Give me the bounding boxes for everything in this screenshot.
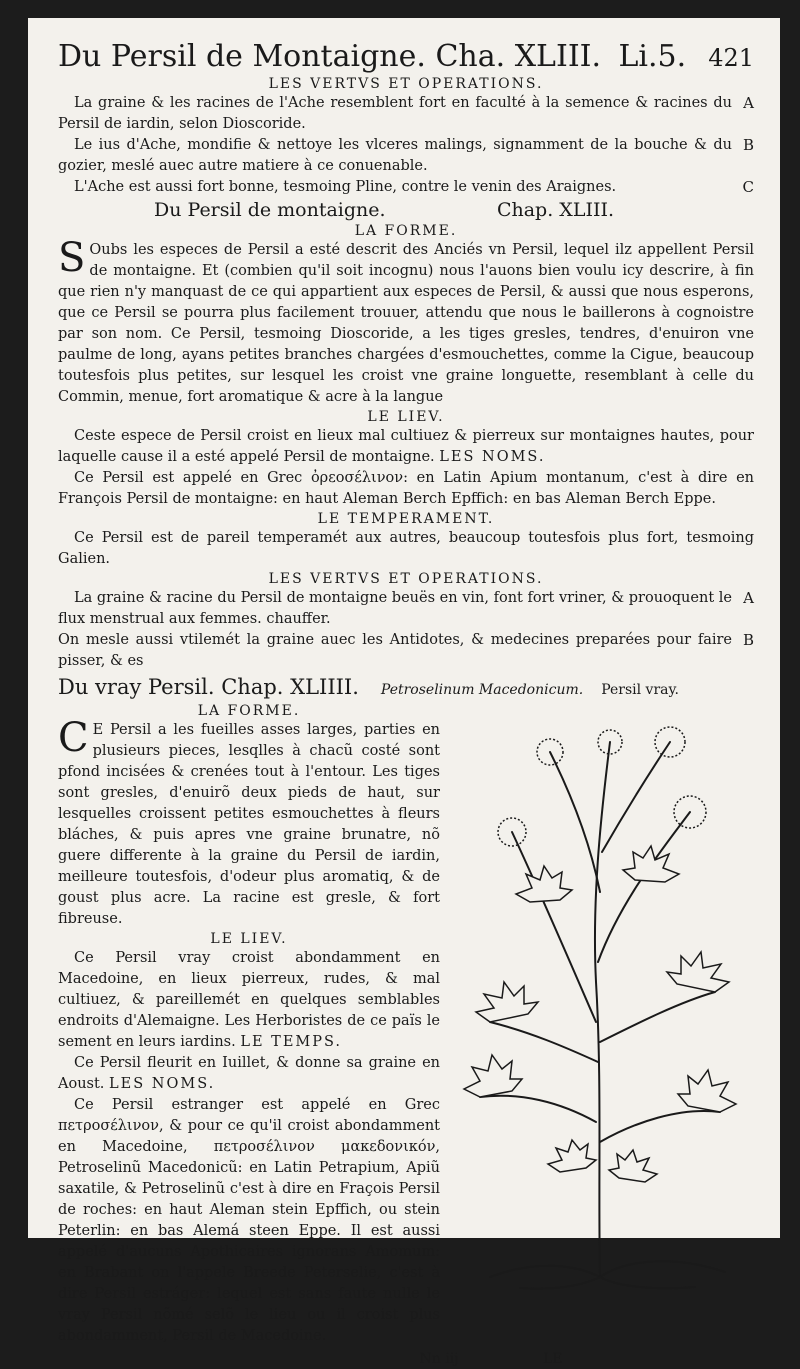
text-column	[58, 702, 440, 1347]
catchword: LE	[542, 1351, 563, 1367]
section-heading-vertus-2: LES VERTVS ET OPERATIONS.	[268, 571, 544, 587]
inline-heading-noms: LES NOMS.	[109, 1076, 216, 1092]
paragraph: On mesle aussi vtilemét la graine auec les Antidotes, & medecines preparées pour faire pisser, & es	[58, 632, 732, 669]
section-heading-lieu: LE LIEV.	[210, 931, 288, 947]
paragraph: La graine & racine du Persil de montaigne beuës en vin, font fort vriner, & prouoquent le flux menstrual aux femmes. chauffer.	[58, 590, 732, 627]
figure-label: Persil vray.	[601, 682, 680, 698]
parsley-plant-woodcut-icon	[446, 702, 754, 1292]
paragraph-lieu: Ce Persil vray croist abondamment en Macedoine, en lieux pierreux, rudes, & mal cultiuez, & pareillemét en quelques semblables endroits d'Alemaigne. Les Herboristes de ce païs le sement en leurs iardins. LE TEMPS.	[58, 950, 440, 1050]
page-number: 421	[708, 44, 754, 72]
margin-letter: A	[743, 589, 754, 607]
paragraph-noms: Ce Persil estranger est appelé en Grec πετροσέλινον, & pour ce qu'il croist abondamment en Macedoine, πετροσέλινον μακεδονικόν, Petroselinũ Macedonicũ: en Latin Petrapium, Apiũ saxatile, & Petroselinũ c'est à dire en Fraçois Persil de roches: en haut Aleman stein Epffich, ou stein Peterlin: en bas Alemá steen Eppe. Il est aussi appelé d'aucuns Apothicaires ignorans Amomum: en Brabant on l'appele Breede Peterselie, c'est à dire Persil estráger: lequel est sans faute nulle le vray Persil nõmé selõ le lieu ou il croist plus abondamment, Persil de Macedoine.	[58, 1097, 440, 1344]
book-page	[28, 18, 780, 1367]
running-header	[58, 40, 754, 75]
paragraph-row	[58, 630, 754, 672]
section-heading-vertus: LES VERTVS ET OPERATIONS.	[268, 76, 544, 92]
margin-letter: B	[742, 136, 754, 154]
section-heading-forme: LA FORME.	[354, 223, 458, 239]
paragraph-row	[58, 135, 754, 177]
header-title: Du Persil de Montaigne. Cha. XLIII.	[58, 39, 602, 74]
section-heading-forme: LA FORME.	[197, 703, 301, 719]
paragraph-temps: Ce Persil fleurit en Iuillet, & donne sa graine en Aoust. LES NOMS.	[58, 1055, 440, 1092]
figure-caption: Petroselinum Macedonicum.	[380, 682, 584, 698]
margin-letter: B	[742, 631, 754, 649]
paragraph-temperament: Ce Persil est de pareil temperamét aux autres, beaucoup toutesfois plus fort, tesmoing Galien.	[58, 530, 754, 567]
chapter-number: Chap. XLIII.	[496, 199, 614, 221]
drop-capital: S	[58, 235, 86, 281]
section-heading-temperament: LE TEMPERAMENT.	[317, 511, 495, 527]
chapter-title: Du vray Persil. Chap. XLIIII.	[58, 675, 359, 699]
chapter-title: Du Persil de montaigne.	[154, 199, 386, 221]
plant-illustration	[446, 702, 754, 1292]
paragraph-row	[58, 177, 754, 198]
paragraph-row	[58, 93, 754, 135]
chapter-heading-vray	[58, 674, 754, 700]
paragraph: L'Ache est aussi fort bonne, tesmoing Pline, contre le venin des Araignes.	[74, 179, 617, 195]
inline-heading-temps: LE TEMPS.	[240, 1034, 343, 1050]
paragraph-noms: Ce Persil est appelé en Grec ὀρεοσέλινον: en Latin Apium montanum, c'est à dire en François Persil de montaigne: en haut Aleman Berch Epffich: en bas Aleman Berch Eppe.	[58, 470, 754, 507]
paragraph-forme: C E Persil a les fueilles asses larges, parties en plusieurs pieces, lesqlles à chacũ costé sont pfond incisées & crenées tout à l'entour. Les tiges sont gresles, d'enuirõ deux pieds de haut, sur lesquelles croissent petites esmouchettes à fleurs bláches, & puis apres vne graine brunatre, nõ guere differente à la graine du Persil de iardin, meilleure toutesfois, d'odeur plus aromatiq, & de goust plus acre. La racine est gresle, & fort fibreuse.	[58, 715, 440, 927]
two-column-area	[58, 702, 754, 1347]
paragraph-lieu: Ceste espece de Persil croist en lieux mal cultiuez & pierreux sur montaignes hautes, pour laquelle cause il a esté appelé Persil de montaigne. LES NOMS.	[58, 428, 754, 465]
chapter-heading	[58, 198, 754, 222]
page-footer	[58, 1349, 754, 1369]
drop-capital: C	[58, 715, 89, 761]
paragraph: La graine & les racines de l'Ache resemblent fort en faculté à la semence & racines du Persil de iardin, selon Dioscoride.	[58, 95, 732, 132]
inline-heading-noms: LES NOMS.	[439, 449, 546, 465]
paragraph-row	[58, 588, 754, 630]
section-heading-lieu: LE LIEV.	[367, 409, 445, 425]
signature-mark: Nn iij	[419, 1351, 459, 1367]
paragraph-forme: S Oubs les especes de Persil a esté descrit des Anciés vn Persil, lequel ilz appellent Persil de montaigne. Et (combien qu'il soit incognu) nous l'auons bien voulu icy descrire, à fin que rien n'y manquast de ce qui appartient aux especes de Persil, & aussi que nous esperons, que ce Persil se pourra plus facilement trouuer, attendu que nous le baillerons à cognoistre par son nom. Ce Persil, tesmoing Dioscoride, a les tiges gresles, tendres, d'enuiron vne paulme de long, ayans petites branches chargées d'esmouchettes, comme la Cigue, beaucoup toutesfois plus petites, sur lesquel les croist vne graine longuette, resemblant à celle du Commin, menue, fort aromatique & acre à la langue	[58, 235, 754, 405]
paragraph: Le ius d'Ache, mondifie & nettoye les vlceres malings, signamment de la bouche & du gozier, meslé auec autre matiere à ce conuenable.	[58, 137, 732, 174]
margin-letter: C	[742, 178, 754, 196]
header-book: Li.5.	[618, 39, 687, 74]
margin-letter: A	[743, 94, 754, 112]
